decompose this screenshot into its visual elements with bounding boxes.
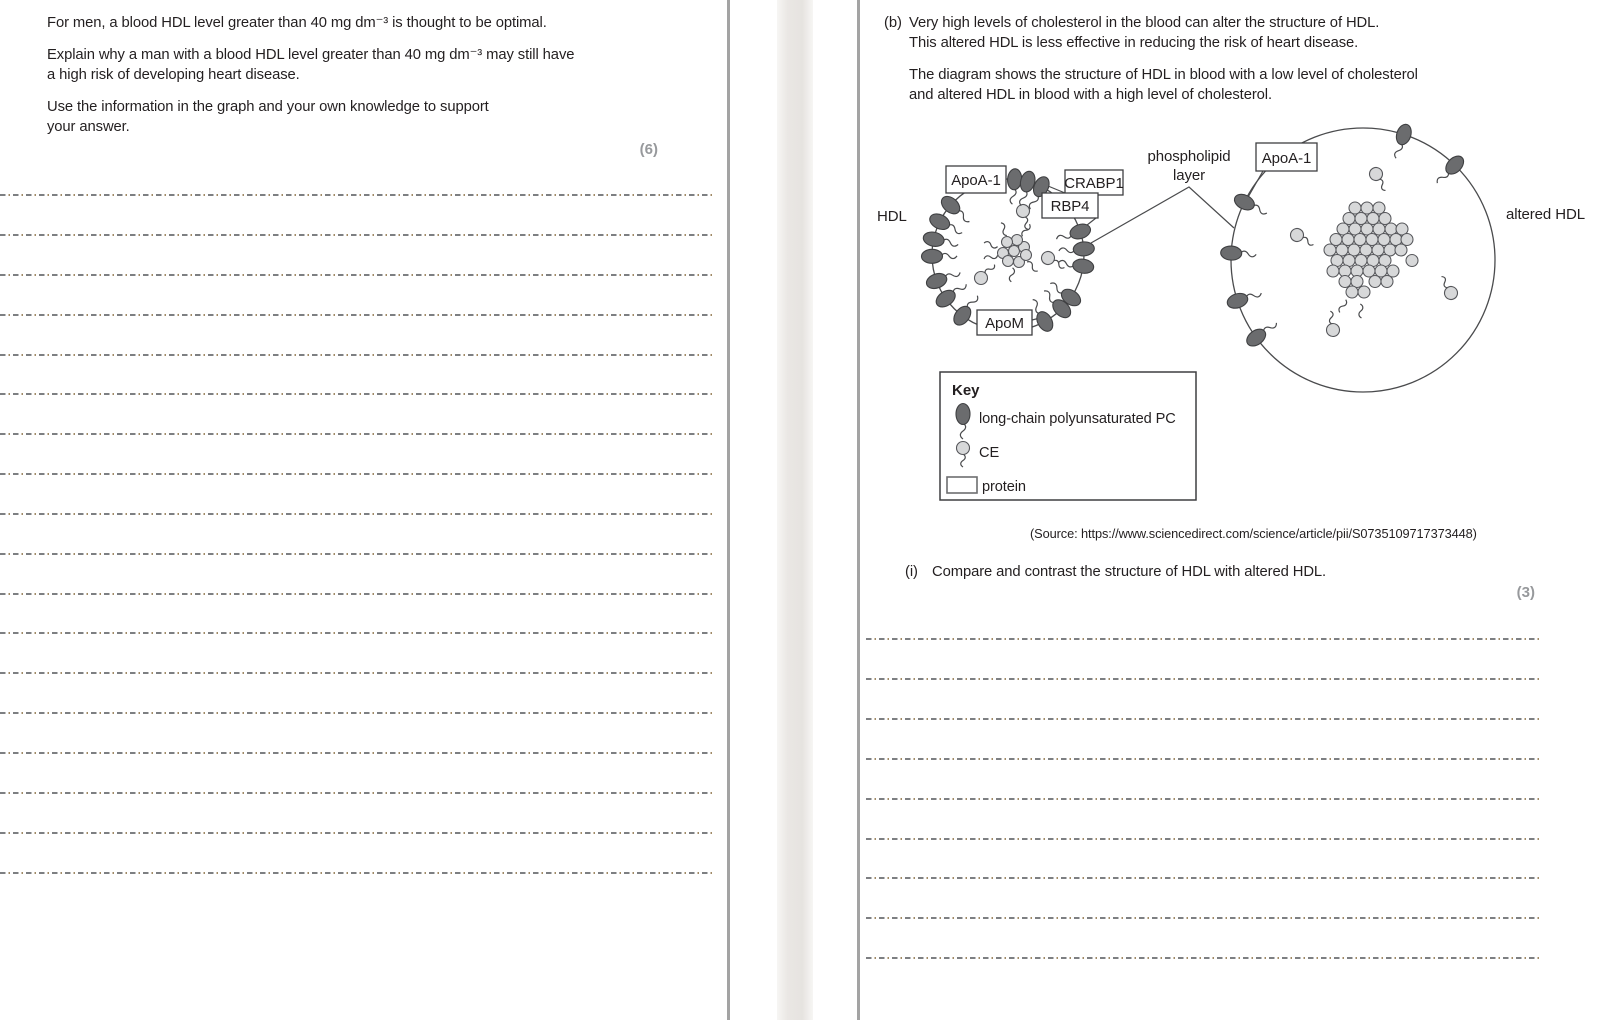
svg-text:ApoA-1: ApoA-1	[951, 172, 1001, 189]
part-b-text-block	[909, 13, 1418, 117]
answer-line	[866, 838, 1542, 840]
answer-line	[866, 638, 1542, 640]
answer-line	[866, 917, 1542, 919]
key-item-label: CE	[979, 445, 1000, 461]
hdl-label: HDL	[877, 208, 907, 225]
marks-badge-6: (6)	[639, 141, 658, 158]
answer-line	[0, 593, 713, 595]
svg-text:RBP4: RBP4	[1050, 198, 1090, 215]
question-line: Use the information in the graph and your own knowledge to support	[47, 99, 489, 115]
page-gutter	[777, 0, 813, 1020]
answer-line	[0, 433, 713, 435]
apom-label-box	[977, 310, 1032, 335]
sub-question-text: Compare and contrast the structure of HDL with altered HDL.	[932, 564, 1327, 580]
hdl-structure-diagram	[850, 113, 1598, 513]
answer-line	[0, 752, 713, 754]
altered-hdl-label: altered HDL	[1506, 206, 1585, 223]
phospholipid-layer-label-1: phospholipid	[1147, 148, 1231, 165]
question-line: For men, a blood HDL level greater than 40 mg dm⁻³ is thought to be optimal.	[47, 15, 547, 31]
answer-line	[866, 718, 1542, 720]
answer-line	[866, 678, 1542, 680]
answer-line	[0, 832, 713, 834]
phospholipid-layer-label-2: layer	[1172, 167, 1206, 184]
svg-text:ApoA-1: ApoA-1	[1261, 150, 1312, 167]
answer-line	[0, 712, 713, 714]
answer-line	[866, 877, 1542, 879]
rbp4-label-box	[1042, 193, 1098, 218]
apoa1-right-label-box	[1256, 143, 1317, 171]
answer-line	[0, 672, 713, 674]
question-line: a high risk of developing heart disease.	[47, 67, 300, 83]
question-line: your answer.	[47, 119, 130, 135]
answer-line	[0, 792, 713, 794]
part-b-label: (b)	[884, 15, 902, 31]
svg-text:ApoM: ApoM	[985, 315, 1024, 332]
answer-line	[0, 632, 713, 634]
answer-line	[866, 957, 1542, 959]
question-line: and altered HDL in blood with a high level of cholesterol.	[909, 87, 1272, 103]
source-citation: (Source: https://www.sciencedirect.com/science/article/pii/S0735109717373448)	[1030, 526, 1477, 541]
answer-line	[0, 513, 713, 515]
answer-line	[0, 274, 713, 276]
left-page-edge-rule	[727, 0, 730, 1020]
question-line: Very high levels of cholesterol in the blood can alter the structure of HDL.	[909, 15, 1380, 31]
apoa1-left-label-box	[946, 166, 1006, 193]
answer-line	[0, 553, 713, 555]
sub-question-i	[905, 562, 1326, 582]
answer-line	[0, 354, 713, 356]
marks-badge-3: (3)	[1516, 584, 1535, 601]
key-item-label: protein	[982, 479, 1026, 495]
answer-line	[0, 393, 713, 395]
question-line: Explain why a man with a blood HDL level greater than 40 mg dm⁻³ may still have	[47, 47, 575, 63]
question-line: This altered HDL is less effective in reducing the risk of heart disease.	[909, 35, 1359, 51]
key-item-label: long-chain polyunsaturated PC	[979, 411, 1176, 427]
crabp1-label-box	[1064, 170, 1123, 195]
left-page	[0, 0, 713, 1020]
answer-line	[866, 798, 1542, 800]
answer-line	[866, 758, 1542, 760]
question-text-block	[47, 13, 574, 149]
answer-line	[0, 314, 713, 316]
protein-icon	[947, 477, 977, 493]
answer-line	[0, 194, 713, 196]
answer-line	[0, 234, 713, 236]
svg-text:CRABP1: CRABP1	[1064, 175, 1124, 192]
answer-line	[0, 473, 713, 475]
diagram-key	[940, 372, 1196, 500]
key-title: Key	[952, 382, 980, 399]
sub-question-label: (i)	[905, 564, 918, 580]
answer-line	[0, 872, 713, 874]
question-line: The diagram shows the structure of HDL in blood with a low level of cholesterol	[909, 67, 1418, 83]
